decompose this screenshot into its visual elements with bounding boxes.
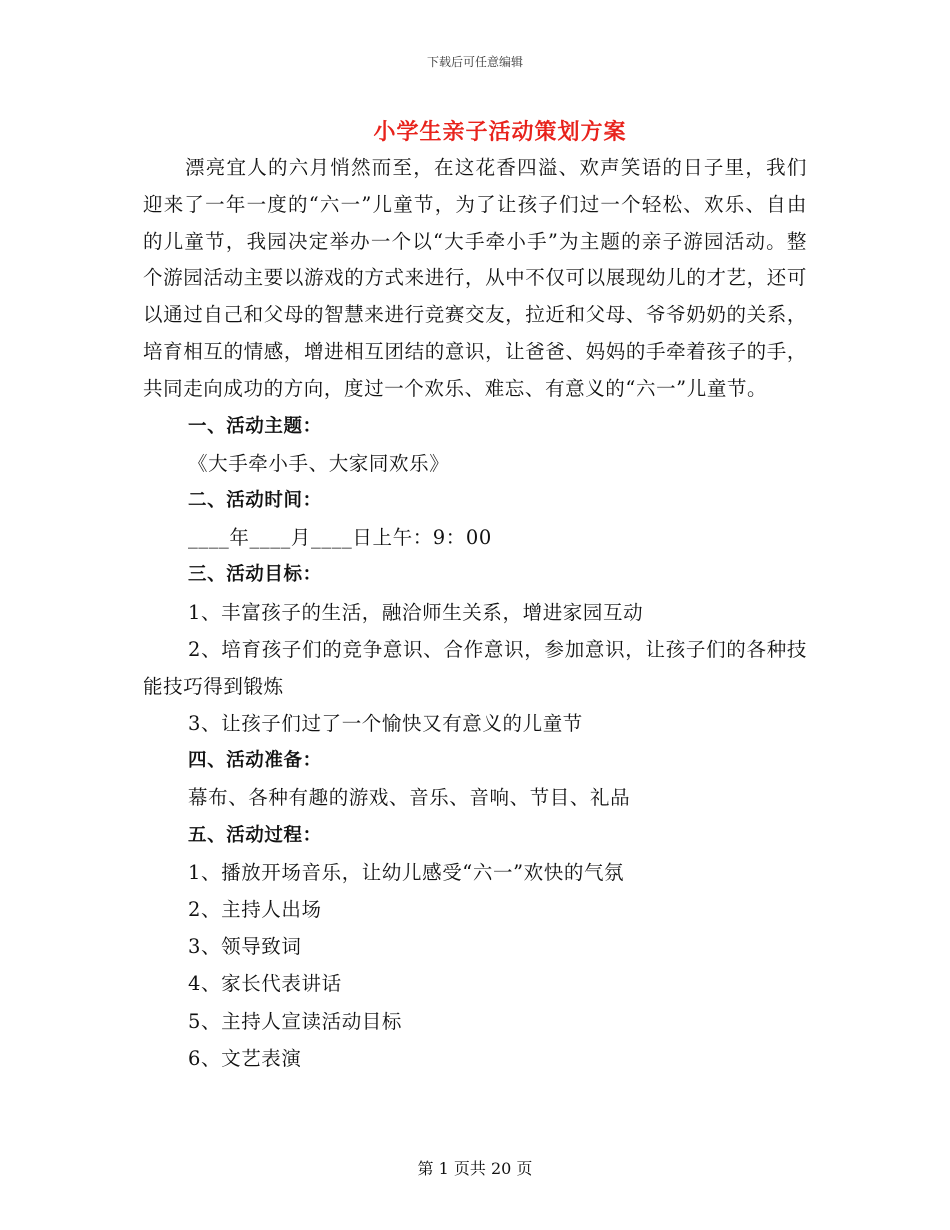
section-heading-goals: 三、活动目标： [188,564,322,586]
page-footer: 第 1 页共 20 页 [417,1159,533,1178]
section-heading-theme: 一、活动主题： [188,415,322,437]
process-item: 4、家长代表讲话 [188,972,342,996]
document-title: 小学生亲子活动策划方案 [373,120,627,145]
theme-text: 《大手牵小手、大家同欢乐》 [188,451,450,475]
process-item: 1、播放开场音乐，让幼儿感受“六一”欢快的气氛 [188,860,625,884]
section-heading-preparation: 四、活动准备： [188,750,322,772]
section-heading-process: 五、活动过程： [188,824,322,846]
header-note: 下载后可任意编辑 [426,55,523,69]
goal-item: 1、丰富孩子的生活，融洽师生关系，增进家园互动 [188,600,644,624]
section-heading-time: 二、活动时间： [188,489,322,511]
process-item: 2、主持人出场 [188,898,322,922]
goal-item: 2、培育孩子们的竞争意识、合作意识，参加意识，让孩子们的各种技能技巧得到锻炼 [143,637,807,698]
goal-item: 3、让孩子们过了一个愉快又有意义的儿童节 [188,712,583,736]
process-item: 5、主持人宣读活动目标 [188,1009,403,1033]
intro-paragraph: 漂亮宜人的六月悄然而至，在这花香四溢、欢声笑语的日子里，我们迎来了一年一度的“六一”儿童节，为了让孩子们过一个轻松、欢乐、自由的儿童节，我园决定举办一个以“大手牵小手”为主题的亲子游园活动。整个游园活动主要以游戏的方式来进行，从中不仅可以展现幼儿的才艺，还可以通过自己和父母的智慧来进行竞赛交友，拉近和父母、爷爷奶奶的关系，培育相互的情感，增进相互团结的意识，让爸爸、妈妈的手牵着孩子的手，共同走向成功的方向，度过一个欢乐、难忘、有意义的“六一”儿童节。 [143,156,807,400]
process-item: 6、文艺表演 [188,1046,302,1070]
time-text: ____年____月____日上午：9：00 [188,526,492,550]
preparation-text: 幕布、各种有趣的游戏、音乐、音响、节目、礼品 [188,786,631,810]
process-item: 3、领导致词 [188,935,302,959]
document-body [143,150,807,1077]
